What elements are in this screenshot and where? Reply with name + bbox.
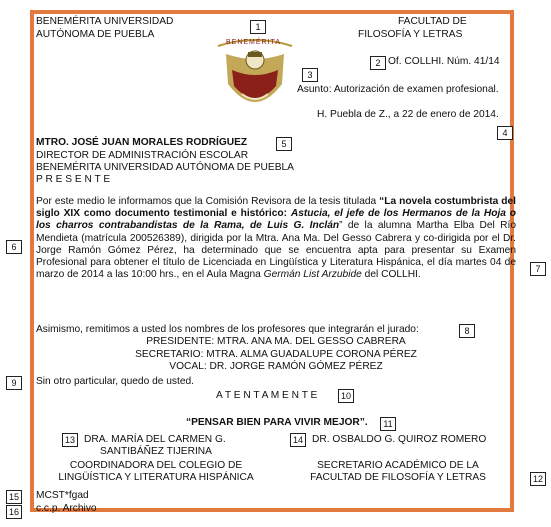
initials: MCST*fgad <box>36 490 89 501</box>
recipient-position: DIRECTOR DE ADMINISTRACIÓN ESCOLAR <box>36 150 249 161</box>
recipient-institution: BENEMÉRITA UNIVERSIDAD AUTÓNOMA DE PUEBLA <box>36 162 294 173</box>
thesis-title-italic: Astucia, el jefe de los Hermanos de la Hoja o los charros contrabandistas de la Rama, de Luis G. Inclán <box>36 208 516 232</box>
left-signer-title-line1: COORDINADORA DEL COLEGIO DE <box>69 460 243 471</box>
date-line: H. Puebla de Z., a 22 de enero de 2014. <box>317 109 499 120</box>
left-signer-title-line2: LINGÜÍSTICA Y LITERATURA HISPÁNICA <box>58 472 254 483</box>
jury-intro: Asimismo, remitimos a usted los nombres de los profesores que integrarán el jurado: <box>36 324 419 335</box>
main-paragraph <box>36 196 516 281</box>
left-signer-name-line1: DRA. MARÍA DEL CARMEN G. <box>84 434 226 445</box>
jury-secretary: SECRETARIO: MTRA. ALMA GUADALUPE CORONA PÉREZ <box>135 349 417 360</box>
right-signer-name: DR. OSBALDO G. QUIROZ ROMERO <box>312 434 487 445</box>
marker-2: 2 <box>370 56 386 70</box>
venue-name: Germán List Arzubide <box>263 269 362 281</box>
marker-9: 9 <box>6 376 22 390</box>
paragraph-intro: Por este medio le informamos que la Comisión Revisora de la tesis titulada <box>36 196 380 207</box>
jury-president: PRESIDENTE: MTRA. ANA MA. DEL GESSO CABRERA <box>146 336 406 347</box>
office-number: Of. COLLHI. Núm. 41/14 <box>388 56 500 67</box>
marker-6: 6 <box>6 240 22 254</box>
marker-16: 16 <box>6 505 22 519</box>
marker-14: 14 <box>290 433 306 447</box>
marker-8: 8 <box>459 324 475 338</box>
marker-7: 7 <box>530 262 546 276</box>
paragraph-details: ” de la alumna Martha Elba Del Río Mendieta (matrícula 200526389), dirigida por la Mtra. Ana Ma. Del Gesso Cabrera y co-dirigida por el Dr. Jorge Ramón Gómez Pérez, ha determinado que se encuentra apta para presentar su Examen Profesional para obtener el título de Licenciada en Lingüística y Literatura Hispánica, el día martes 04 de marzo de 2014 a las 10:00 hrs., en el Aula Magna <box>36 220 516 281</box>
marker-13: 13 <box>62 433 78 447</box>
marker-1: 1 <box>250 20 266 34</box>
university-name-line2: AUTÓNOMA DE PUEBLA <box>36 29 155 40</box>
presente: P R E S E N T E <box>36 174 111 185</box>
paragraph-end: del COLLHI. <box>361 269 421 281</box>
faculty-name-line1: FACULTAD DE <box>398 16 467 27</box>
faculty-name-line2: FILOSOFÍA Y LETRAS <box>358 29 463 40</box>
right-signer-title-line2: FACULTAD DE FILOSOFÍA Y LETRAS <box>310 472 486 483</box>
jury-vocal: VOCAL: DR. JORGE RAMÓN GÓMEZ PÉREZ <box>169 361 383 372</box>
right-signer-title-line1: SECRETARIO ACADÉMICO DE LA <box>317 460 479 471</box>
marker-3: 3 <box>302 68 318 82</box>
left-signer-name-line2: SANTIBÁÑEZ TIJERINA <box>100 446 212 457</box>
university-name-line1: BENEMÉRITA UNIVERSIDAD <box>36 16 174 27</box>
motto: “PENSAR BIEN PARA VIVIR MEJOR”. <box>186 417 368 428</box>
thesis-title: “La novela costumbrista del siglo XIX como documento testimonial e histórico: <box>36 196 516 220</box>
subject-line: Asunto: Autorización de examen profesional. <box>297 84 499 95</box>
marker-5: 5 <box>276 137 292 151</box>
marker-12: 12 <box>530 472 546 486</box>
marker-15: 15 <box>6 490 22 504</box>
marker-10: 10 <box>338 389 354 403</box>
marker-4: 4 <box>497 126 513 140</box>
recipient-name: MTRO. JOSÉ JUAN MORALES RODRÍGUEZ <box>36 137 248 148</box>
closing-line: Sin otro particular, quedo de usted. <box>36 376 195 387</box>
ccp-archive: c.c.p. Archivo <box>36 503 97 514</box>
crest-banner-text: BENEMÉRITA <box>226 39 281 46</box>
marker-11: 11 <box>380 417 396 431</box>
atentamente: A T E N T A M E N T E <box>216 390 318 401</box>
